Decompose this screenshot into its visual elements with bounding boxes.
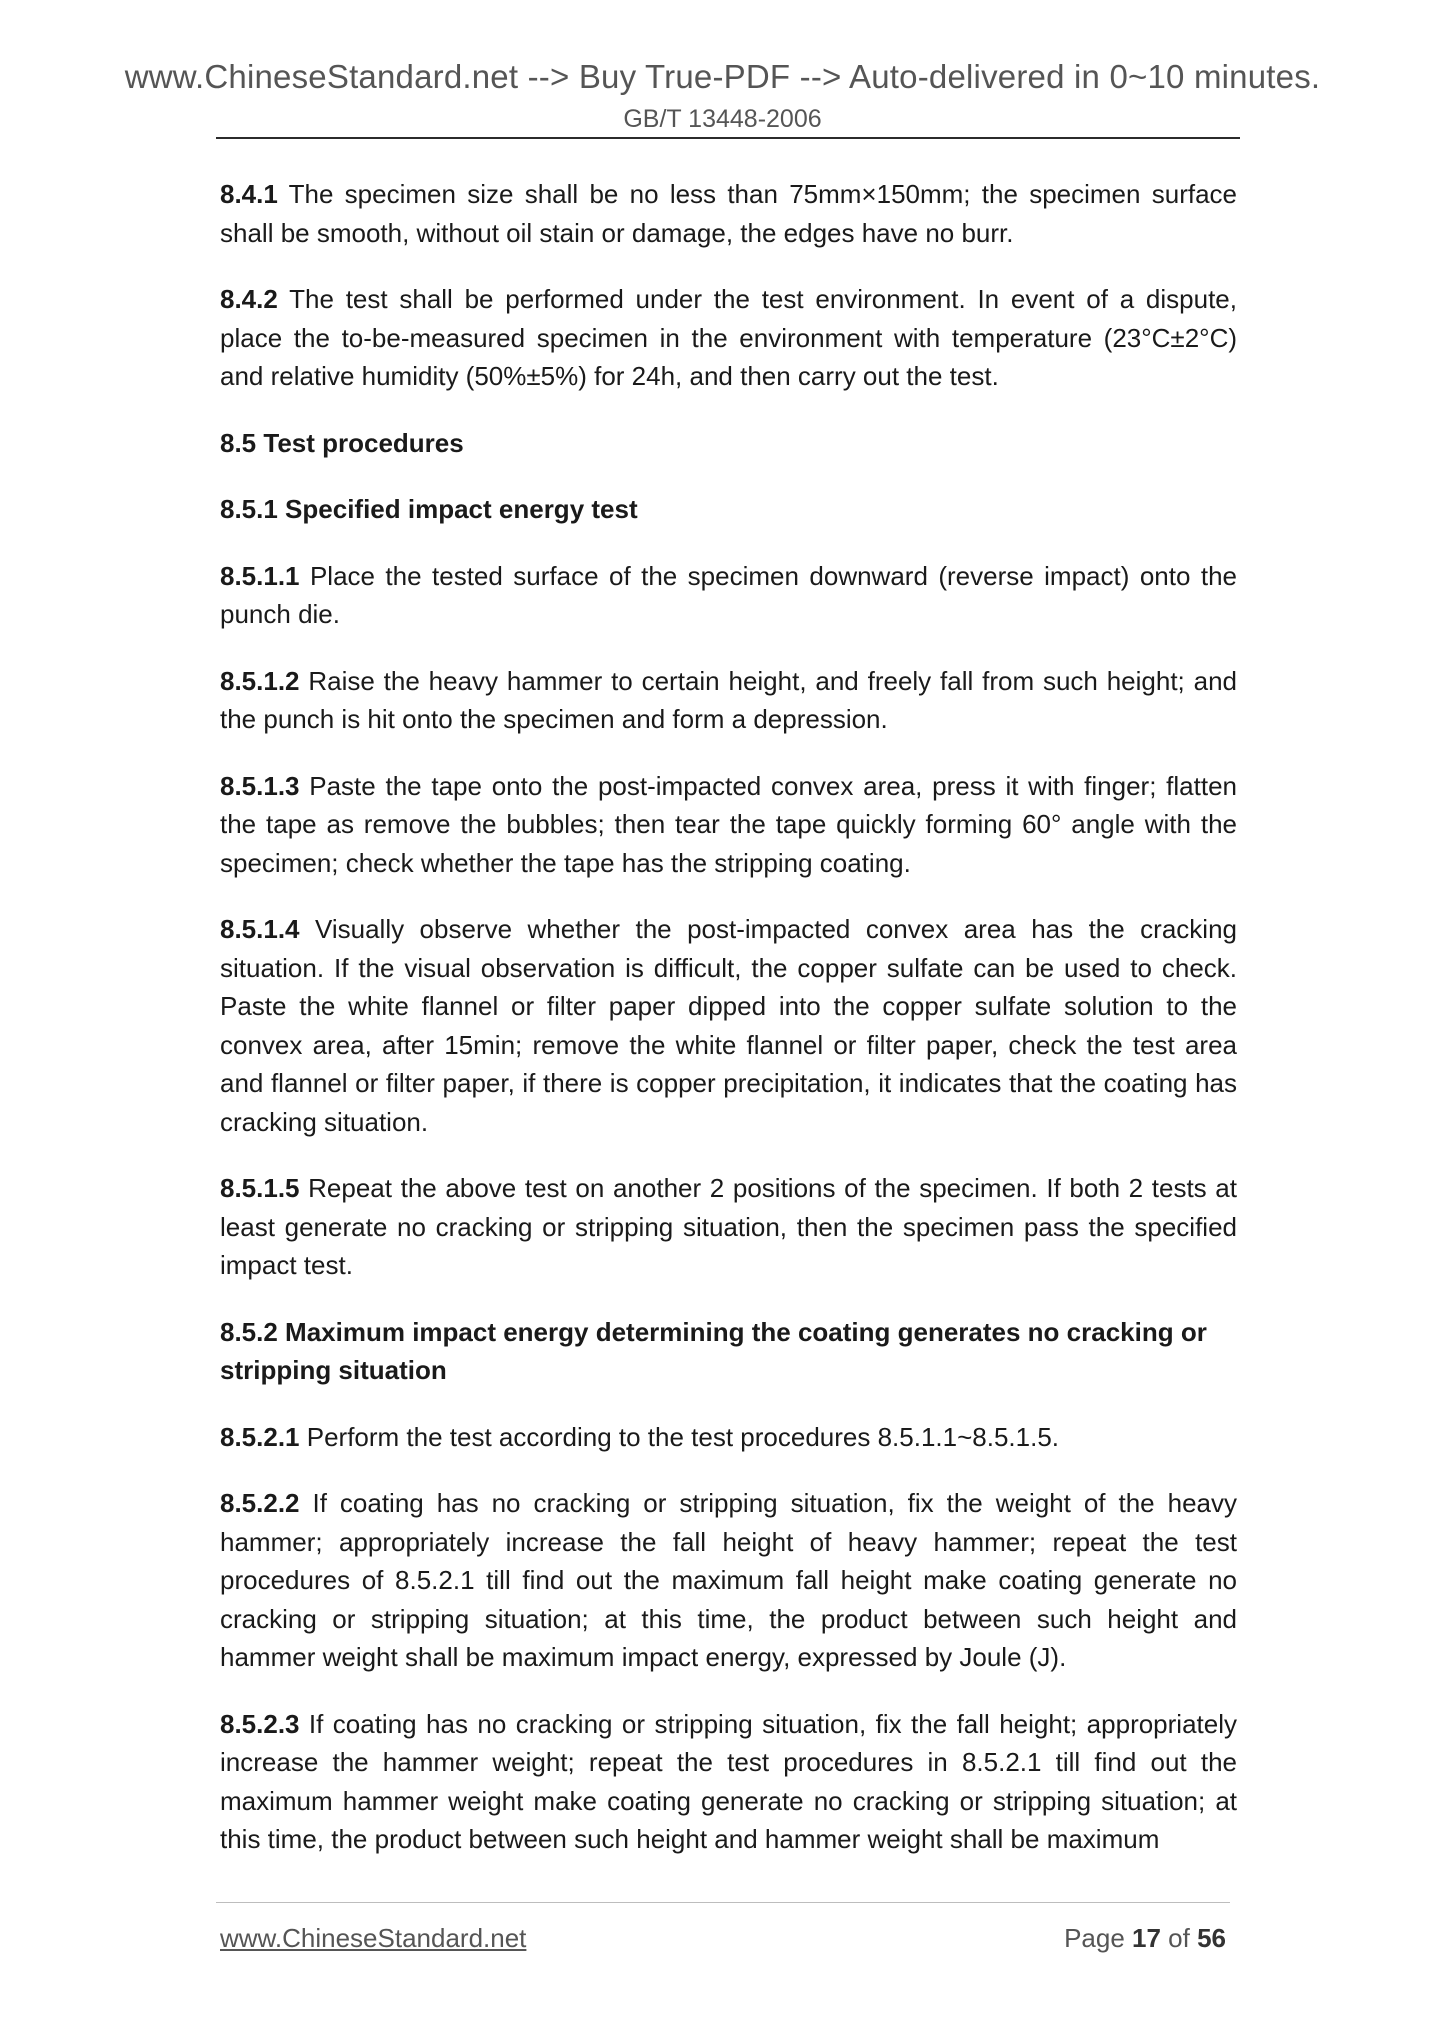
clause-8-4-2 — [220, 280, 1237, 396]
clause-number: 8.4.1 — [220, 179, 278, 209]
clause-text: Repeat the above test on another 2 positions of the specimen. If both 2 tests at least generate no cracking or stripping situation, then the specimen pass the specified impact test. — [220, 1173, 1237, 1280]
clause-number: 8.4.2 — [220, 284, 278, 314]
top-banner: www.ChineseStandard.net --> Buy True-PDF --> Auto-delivered in 0~10 minutes. — [124, 58, 1321, 95]
footer-divider — [216, 1902, 1230, 1903]
clause-8-5-1-3 — [220, 767, 1237, 883]
clause-8-5-2-3 — [220, 1705, 1237, 1859]
clause-8-5-1-5 — [220, 1169, 1237, 1285]
page-current: 17 — [1132, 1923, 1161, 1953]
footer-site-link[interactable]: www.ChineseStandard.net — [220, 1923, 527, 1953]
header-divider — [216, 137, 1240, 139]
page-indicator — [1064, 1923, 1226, 1954]
clause-8-4-1 — [220, 175, 1237, 252]
clause-text: Perform the test according to the test procedures 8.5.1.1~8.5.1.5. — [299, 1421, 1060, 1452]
clause-8-5-1-2 — [220, 662, 1237, 739]
clause-text: If coating has no cracking or stripping situation, fix the weight of the heavy hammer; appropriately increase the fall height of heavy hammer; repeat the test procedures of 8.5.2.1 till find out the maximum fall height make coating generate no cracking or stripping situation; at this time, the product between such height and hammer weight shall be maximum impact energy, expressed by Joule (J). — [220, 1488, 1237, 1672]
standard-code: GB/T 13448-2006 — [623, 105, 822, 133]
clause-number: 8.5.2.3 — [220, 1708, 300, 1739]
clause-text: The test shall be performed under the test environment. In event of a dispute, place the to-be-measured specimen in the environment with temperature (23°C±2°C) and relative humidity (50%±5%) for 24h, and then carry out the test. — [220, 284, 1237, 391]
clause-text: Raise the heavy hammer to certain height, and freely fall from such height; and the punch is hit onto the specimen and form a depression. — [220, 665, 1237, 734]
clause-number: 8.5.1.1 — [220, 560, 300, 591]
heading-8-5-2: 8.5.2 Maximum impact energy determining the coating generates no cracking or stripping situation — [220, 1316, 1207, 1385]
clause-number: 8.5.1.3 — [220, 770, 300, 801]
document-body — [220, 175, 1237, 1887]
clause-text: If coating has no cracking or stripping situation, fix the fall height; appropriately increase the hammer weight; repeat the test procedures in 8.5.2.1 till find out the maximum hammer weight make coating generate no cracking or stripping situation; at this time, the product between such height and hammer weight shall be maximum — [220, 1708, 1237, 1854]
heading-8-5-1: 8.5.1 Specified impact energy test — [220, 494, 638, 524]
clause-number: 8.5.2.1 — [220, 1421, 300, 1452]
clause-number: 8.5.2.2 — [220, 1488, 300, 1518]
clause-number: 8.5.1.2 — [220, 665, 300, 696]
clause-text: The specimen size shall be no less than 75mm×150mm; the specimen surface shall be smooth, without oil stain or damage, the edges have no burr. — [220, 179, 1237, 248]
clause-8-5-2-2 — [220, 1484, 1237, 1677]
clause-text: Paste the tape onto the post-impacted convex area, press it with finger; flatten the tape as remove the bubbles; then tear the tape quickly forming 60° angle with the specimen; check whether the tape has the stripping coating. — [220, 770, 1237, 878]
page-of: of — [1160, 1923, 1198, 1953]
clause-text: Visually observe whether the post-impacted convex area has the cracking situation. If the visual observation is difficult, the copper sulfate can be used to check. Paste the white flannel or filter paper dipped into the copper sulfate solution to the convex area, after 15min; remove the white flannel or filter paper, check the test area and flannel or filter paper, if there is copper precipitation, it indicates that the coating has cracking situation. — [220, 914, 1237, 1137]
page-total: 56 — [1197, 1923, 1226, 1953]
clause-8-5-1-4 — [220, 910, 1237, 1141]
page-prefix: Page — [1064, 1923, 1133, 1953]
clause-8-5-1-1 — [220, 557, 1237, 634]
clause-text: Place the tested surface of the specimen downward (reverse impact) onto the punch die. — [220, 560, 1237, 629]
clause-number: 8.5.1.5 — [220, 1173, 300, 1203]
clause-number: 8.5.1.4 — [220, 914, 300, 944]
clause-8-5-2-1 — [220, 1418, 1237, 1457]
heading-8-5: 8.5 Test procedures — [220, 427, 464, 458]
